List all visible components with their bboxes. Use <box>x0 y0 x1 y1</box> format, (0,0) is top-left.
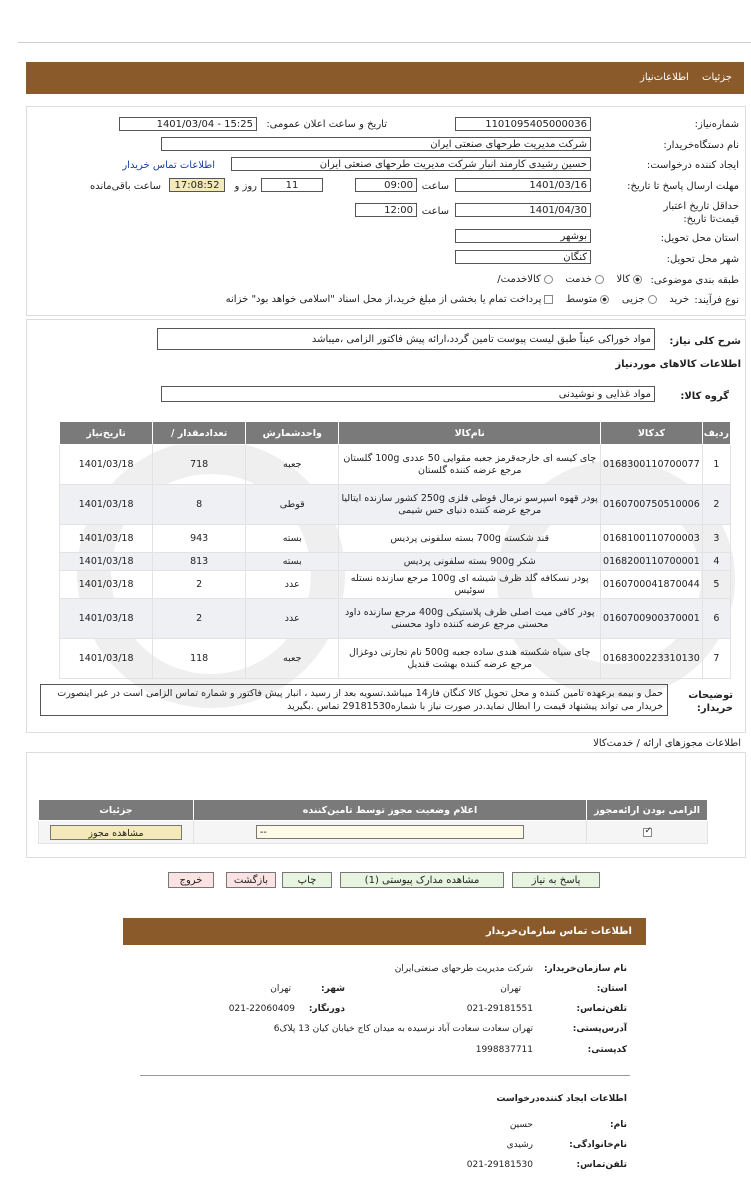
cell-name: چای کیسه ای خارجه‌قرمز جعبه مقوایی 50 عددی 100g گلستان مرجع عرضه کننده گلستان <box>339 445 601 485</box>
table-row <box>60 553 731 571</box>
contact-province-label: استان: <box>596 984 627 994</box>
breadcrumb-details[interactable]: جزئیات <box>702 72 732 83</box>
cell-unit: قوطی <box>246 485 339 525</box>
view-permit-button[interactable]: مشاهده مجوز <box>50 825 182 840</box>
process-radio-group <box>226 294 689 305</box>
cell-row: 7 <box>702 639 730 679</box>
col-status: اعلام وضعیت مجوز توسط تامین‌کننده <box>194 800 587 821</box>
province-label: استان محل تحویل: <box>660 233 739 244</box>
cell-code: 0160700900370001 <box>601 599 703 639</box>
creator-name-label: نام: <box>610 1120 627 1130</box>
cell-details <box>39 821 194 844</box>
deadline-time-label: ساعت <box>421 181 449 192</box>
org-label: نام سازمان‌خریدار: <box>543 964 627 974</box>
cell-qty: 2 <box>153 599 246 639</box>
city-label: شهر محل تحویل: <box>666 254 739 265</box>
col-details: جزئیات <box>39 800 194 821</box>
reply-button[interactable]: پاسخ به نیاز <box>512 872 600 888</box>
announce-label: تاریخ و ساعت اعلان عمومی: <box>266 119 387 130</box>
cell-unit: بسته <box>246 553 339 571</box>
org-value: شرکت مدیریت طرحهای صنعتی‌ایران <box>394 964 533 974</box>
province-field: بوشهر <box>455 229 591 243</box>
contact-phone-label: تلفن‌تماس: <box>576 1004 627 1014</box>
cell-qty: 718 <box>153 445 246 485</box>
cell-date: 1401/03/18 <box>60 639 153 679</box>
col-required: الزامی بودن ارائه‌مجوز <box>587 800 708 821</box>
buyer-notes-label: توضیحات خریدار: <box>688 690 733 714</box>
days-label: روز و <box>234 181 257 192</box>
contact-address-label: آدرس‌پستی: <box>572 1024 627 1034</box>
cell-code: 0160700041870044 <box>601 571 703 599</box>
contact-title: اطلاعات تماس سازمان‌خریدار <box>485 926 632 937</box>
creator-info-title: اطلاعات ایجاد کننده‌درخواست <box>496 1094 627 1104</box>
need-number-label: شماره‌نیاز: <box>694 119 739 130</box>
cell-name: قند شکسته 700g بسته سلفونی پردیس <box>339 525 601 553</box>
category-service-radio[interactable] <box>595 275 604 284</box>
cell-name: پودر نسکافه گلد ظرف شیشه ای 100g مرجع سازنده نستله سوئیس <box>339 571 601 599</box>
cell-required <box>587 821 708 844</box>
category-goods-radio[interactable] <box>633 275 642 284</box>
check-icon: ✓ <box>644 825 653 836</box>
process-buy-label: خرید <box>669 294 689 305</box>
process-medium-label: متوسط <box>565 294 598 305</box>
creator-label: ایجاد کننده درخواست: <box>646 160 739 171</box>
goods-table-header <box>60 422 731 445</box>
remaining-label: ساعت باقی‌مانده <box>89 181 161 192</box>
process-medium-radio[interactable] <box>600 295 609 304</box>
validity-date-field: 1401/04/30 <box>455 203 591 217</box>
cell-row: 2 <box>702 485 730 525</box>
cell-qty: 943 <box>153 525 246 553</box>
category-radio-group <box>497 274 645 285</box>
goods-group-field: مواد غذایی و نوشیدنی <box>161 386 655 402</box>
cell-qty: 2 <box>153 571 246 599</box>
permit-status-field: -- <box>256 825 524 839</box>
cell-row: 4 <box>702 553 730 571</box>
contact-fax-label: دورنگار: <box>308 1004 345 1014</box>
table-row <box>39 821 708 844</box>
treasury-payment-note: پرداخت تمام یا بخشی از مبلغ خرید،از محل اسناد "اسلامی خواهد بود" خزانه <box>225 294 542 305</box>
table-row <box>60 599 731 639</box>
need-info-panel <box>26 106 746 316</box>
contact-header <box>123 918 646 945</box>
process-minor-label: جزیی <box>621 294 645 305</box>
buyer-field: شرکت مدیریت طرحهای صنعتی ایران <box>161 137 591 151</box>
cell-row: 5 <box>702 571 730 599</box>
category-label: طبقه بندی موضوعی: <box>650 275 739 286</box>
cell-code: 0168300110700077 <box>601 445 703 485</box>
cell-name: پودر کافی میت اصلی ظرف پلاستیکی 400g مرجع سازنده داود محسنی مرجع عرضه کننده داود محسنی <box>339 599 601 639</box>
permits-title: اطلاعات مجوزهای ارائه / خدمت‌کالا <box>593 738 741 749</box>
col-qty: تعدادمقدار / <box>153 422 246 445</box>
cell-code: 0168200110700001 <box>601 553 703 571</box>
deadline-label: مهلت ارسال پاسخ تا تاریخ: <box>627 181 739 192</box>
description-label: شرح کلی نیاز: <box>669 336 741 347</box>
col-unit: واحدشمارش <box>246 422 339 445</box>
required-checkbox[interactable] <box>643 825 653 837</box>
creator-family-label: نام‌خانوادگی: <box>569 1140 627 1150</box>
cell-qty: 118 <box>153 639 246 679</box>
cell-unit: عدد <box>246 571 339 599</box>
contact-divider <box>140 1075 630 1076</box>
process-minor-radio[interactable] <box>648 295 657 304</box>
breadcrumb <box>630 72 732 83</box>
contact-postal-label: کدپستی: <box>587 1045 627 1055</box>
permits-table <box>38 799 708 844</box>
attachments-button[interactable]: مشاهده مدارک پیوستی (1) <box>340 872 504 888</box>
cell-row: 3 <box>702 525 730 553</box>
creator-family-value: رشیدی <box>506 1140 533 1150</box>
table-row <box>60 445 731 485</box>
col-date: تاریخ‌نیاز <box>60 422 153 445</box>
cell-unit: بسته <box>246 525 339 553</box>
treasury-payment-checkbox[interactable] <box>544 295 553 304</box>
validity-label: حداقل تاریخ اعتبار قیمت‌تا تاریخ: <box>663 201 739 225</box>
cell-date: 1401/03/18 <box>60 571 153 599</box>
category-service-label: خدمت <box>565 274 592 285</box>
creator-phone-label: تلفن‌تماس: <box>576 1160 627 1170</box>
print-button[interactable]: چاپ <box>282 872 332 888</box>
contact-fax-value: 021-22060409 <box>228 1004 295 1014</box>
cell-qty: 813 <box>153 553 246 571</box>
contact-province-value: تهران <box>500 984 521 994</box>
breadcrumb-need-info[interactable]: اطلاعات‌نیاز <box>640 72 689 83</box>
city-field: کنگان <box>455 250 591 264</box>
table-row <box>60 525 731 553</box>
cell-code: 0160700750510006 <box>601 485 703 525</box>
cell-unit: جعبه <box>246 445 339 485</box>
cell-qty: 8 <box>153 485 246 525</box>
contact-address-value: تهران سعادت سعادت آباد نرسیده به میدان کاج خیابان کیان 13 پلاک6 <box>273 1024 533 1034</box>
cell-status <box>194 821 587 844</box>
description-field: مواد خوراکی عیناً طبق لیست پیوست تامین گردد،ارائه پیش فاکتور الزامی ،میباشد <box>157 328 655 350</box>
need-number-field: 1101095405000036 <box>455 117 591 131</box>
contact-city-label: شهر: <box>321 984 345 994</box>
buyer-contact-link[interactable]: اطلاعات تماس خریدار <box>122 160 215 171</box>
page-header <box>26 62 744 94</box>
cell-date: 1401/03/18 <box>60 553 153 571</box>
cell-date: 1401/03/18 <box>60 525 153 553</box>
remaining-time-field: 17:08:52 <box>169 178 225 192</box>
contact-postal-value: 1998837711 <box>475 1045 533 1055</box>
cell-code: 0168100110700003 <box>601 525 703 553</box>
creator-field: حسین رشیدی کارمند انبار شرکت مدیریت طرحهای صنعتی ایران <box>231 157 591 171</box>
cell-date: 1401/03/18 <box>60 599 153 639</box>
creator-name-value: حسین <box>509 1120 533 1130</box>
contact-phone-value: 021-29181551 <box>466 1004 533 1014</box>
buyer-notes-field: حمل و بیمه برعهده تامین کننده و محل تحویل کالا کنگان فاز14 میباشد.تسویه بعد از رسید ، انبار پیش فاکتور و شماره تماس الزامی است در غیر اینصورت خریدار می تواند پیشنهاد قیمت را ابطال نماید.در صورت نیاز با شماره29181530 تماس .بگیرید <box>40 684 668 716</box>
category-goods-label: کالا <box>616 274 630 285</box>
contact-city-value: تهران <box>270 984 291 994</box>
permits-table-header <box>39 800 708 821</box>
exit-button[interactable]: خروج <box>168 872 214 888</box>
cell-row: 6 <box>702 599 730 639</box>
category-both-radio[interactable] <box>544 275 553 284</box>
days-field: 11 <box>261 178 323 192</box>
table-row <box>60 485 731 525</box>
top-divider <box>18 42 751 43</box>
col-row: ردیف <box>702 422 730 445</box>
table-row <box>60 639 731 679</box>
deadline-date-field: 1401/03/16 <box>455 178 591 192</box>
process-label: نوع فرآیند: <box>694 295 739 306</box>
category-both-label: کالا‌خدمت/ <box>497 274 541 285</box>
table-row <box>60 571 731 599</box>
cell-row: 1 <box>702 445 730 485</box>
cell-name: شکر 900g بسته سلفونی پردیس <box>339 553 601 571</box>
creator-phone-value: 021-29181530 <box>466 1160 533 1170</box>
back-button[interactable]: بازگشت <box>226 872 276 888</box>
cell-date: 1401/03/18 <box>60 485 153 525</box>
goods-group-label: گروه کالا: <box>680 391 729 402</box>
cell-name: چای سیاه شکسته هندی ساده جعبه 500g نام تجارتی دوغزال مرجع عرضه کننده بهشت قندیل <box>339 639 601 679</box>
goods-info-title: اطلاعات کالاهای موردنیاز <box>615 359 741 370</box>
col-name: نام‌کالا <box>339 422 601 445</box>
goods-table <box>59 421 731 679</box>
cell-name: پودر قهوه اسپرسو نرمال قوطی فلزی 250g کشور سازنده ایتالیا مرجع عرضه کننده دنیای حس شیمی <box>339 485 601 525</box>
deadline-time-field: 09:00 <box>355 178 417 192</box>
announce-field: 1401/03/04 - 15:25 <box>119 117 257 131</box>
cell-unit: جعبه <box>246 639 339 679</box>
cell-code: 0168300223310130 <box>601 639 703 679</box>
validity-time-field: 12:00 <box>355 203 417 217</box>
validity-time-label: ساعت <box>421 206 449 217</box>
cell-unit: عدد <box>246 599 339 639</box>
col-code: کدکالا <box>601 422 703 445</box>
cell-date: 1401/03/18 <box>60 445 153 485</box>
buyer-label: نام دستگاه‌خریدار: <box>663 140 739 151</box>
